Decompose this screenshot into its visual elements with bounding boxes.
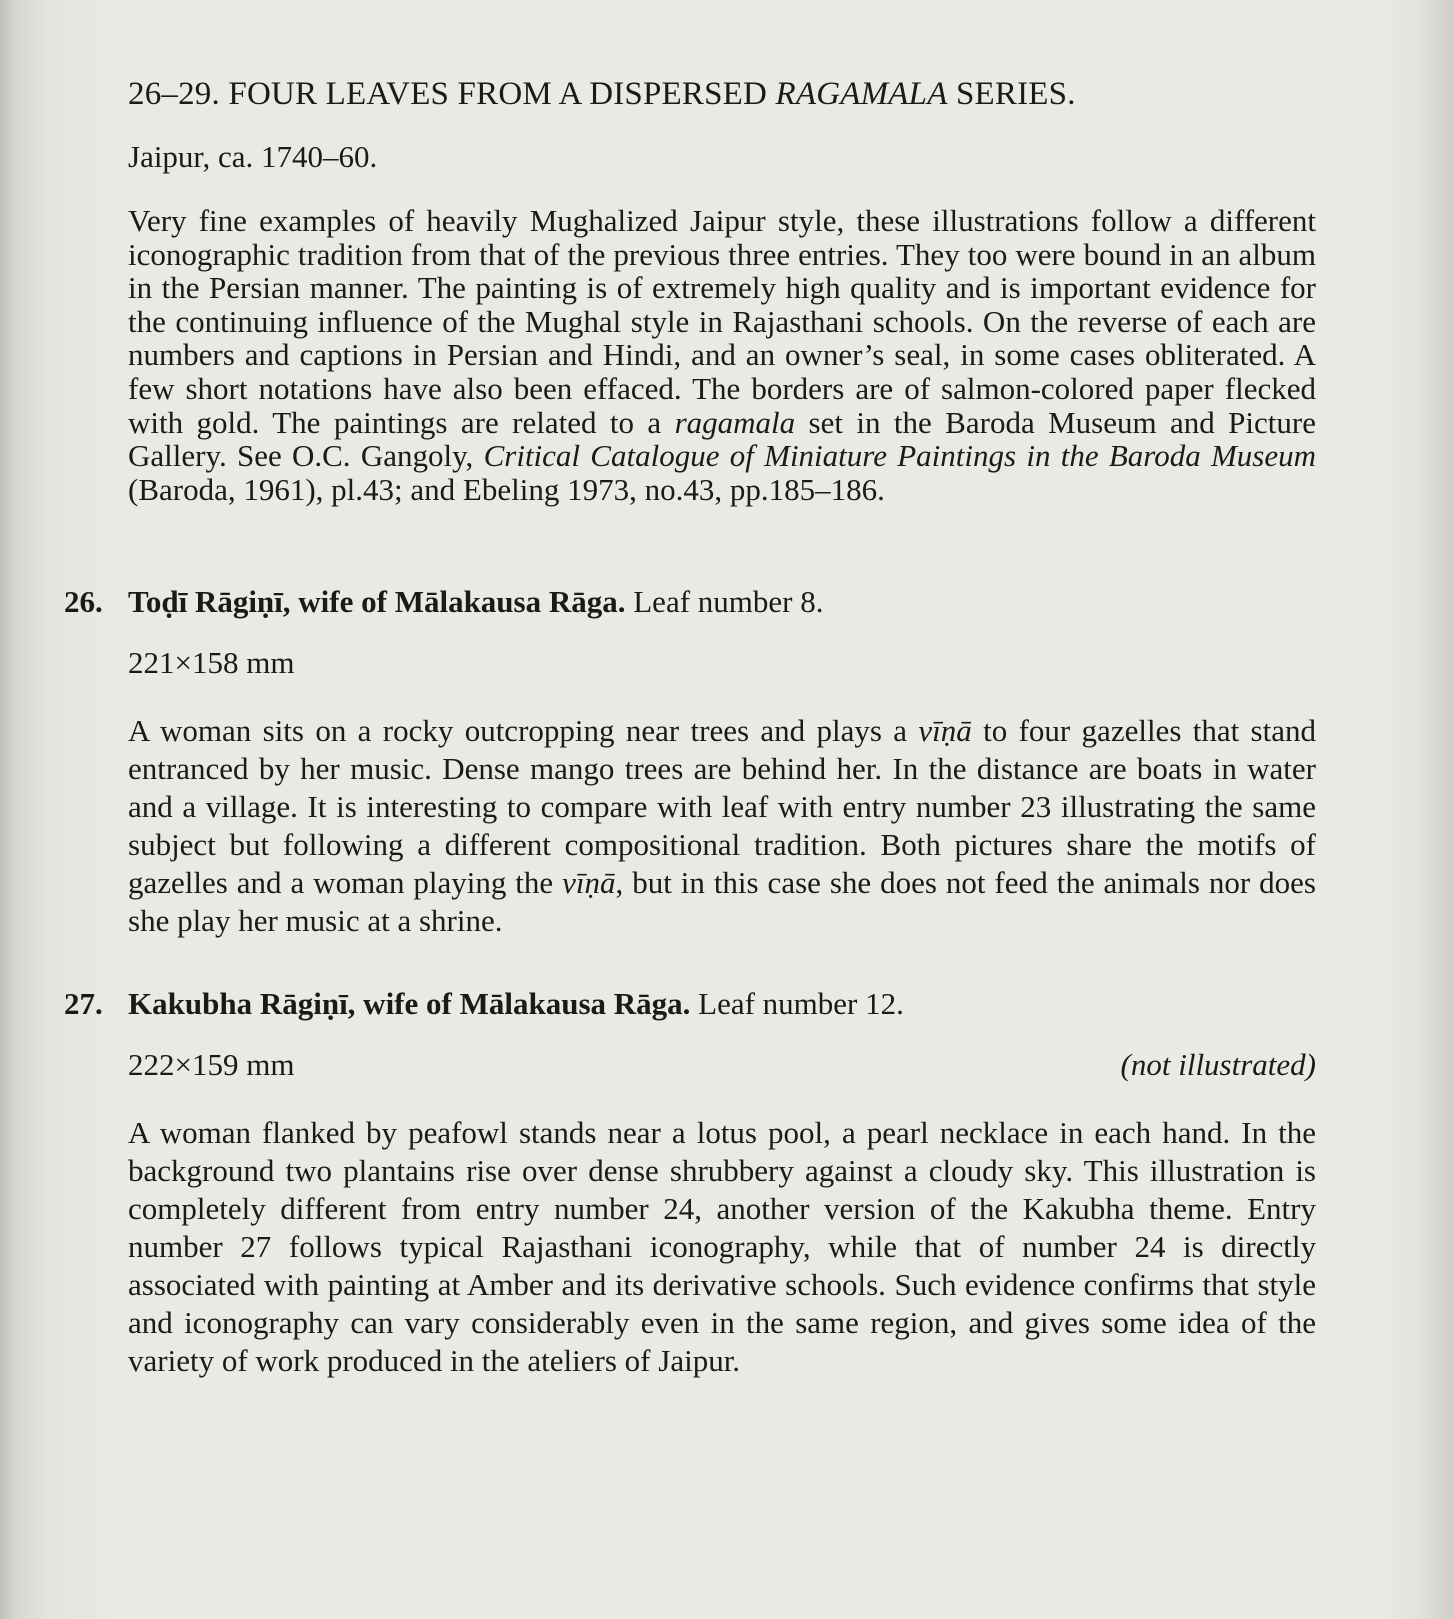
entry-leaf: Leaf number 12. [690, 986, 904, 1021]
desc-text-b: to four gazelles that stand entranced by her music. Dense mango trees are behind her. In the distance are boats in water and a village. It is interesting to compare with leaf with entry number 23 illustrating the same subject but following a different compositional tradition. Both pictures share the motifs of gazelles and a woman playing the [128, 713, 1316, 900]
entry-description [128, 712, 1316, 940]
intro-italic-1: ragamala [674, 404, 796, 440]
entry-name: Kakubha Rāgiṇī, wife of Mālakausa Rāga. [128, 986, 691, 1021]
entry-name: Toḍī Rāgiṇī, wife of Mālakausa Rāga. [128, 584, 626, 619]
section-subheading: Jaipur, ca. 1740–60. [128, 139, 378, 174]
entry-title [64, 584, 1324, 620]
intro-paragraph [128, 204, 1316, 506]
entry-number: 27. [64, 986, 103, 1021]
not-illustrated-note: (not illustrated) [1120, 1047, 1316, 1082]
intro-italic-2: Critical Catalogue of Miniature Paintings in the Baroda Museum [483, 438, 1316, 474]
entry-leaf: Leaf number 8. [625, 584, 824, 619]
entry-description [128, 1114, 1316, 1380]
entry-dimensions-row [128, 1047, 1316, 1083]
entry-dimensions: 222×159 mm [128, 1047, 295, 1082]
desc-text-a: A woman sits on a rocky outcropping near trees and plays a [128, 713, 919, 748]
entry-number: 26. [64, 584, 103, 619]
desc-text-a: A woman flanked by peafowl stands near a lotus pool, a pearl necklace in each hand. In the background two plantains rise over dense shrubbery against a cloudy sky. This illustration is completely different from entry number 24, another version of the Kakubha theme. Entry number 27 follows typical Rajasthani iconography, while that of number 24 is directly associated with painting at Amber and its derivative schools. Such evidence confirms that style and iconography can vary considerably even in the same region, and gives some idea of the variety of work produced in the ateliers of Jaipur. [128, 1115, 1316, 1378]
desc-italic-b: vīṇā [562, 865, 616, 900]
heading-italic: RAGAMALA [775, 76, 948, 112]
section-heading [128, 76, 1316, 113]
entry-title [64, 986, 1324, 1022]
heading-prefix: 26–29. FOUR LEAVES FROM A DISPERSED [128, 76, 776, 112]
desc-text-c: , but in this case she does not feed the animals nor does she play her music at a shrine. [128, 865, 1316, 938]
heading-suffix: SERIES. [947, 76, 1076, 112]
intro-text-2: set in the Baroda Museum and Picture Gallery. See O.C. Gangoly, [128, 404, 1316, 474]
intro-text-1: Very fine examples of heavily Mughalized Jaipur style, these illustrations follow a different iconographic tradition from that of the previous three entries. They too were bound in an album in the Persian manner. The painting is of extremely high quality and is important evidence for the continuing influence of the Mughal style in Rajasthani schools. On the reverse of each are numbers and captions in Persian and Hindi, and an owner’s seal, in some cases obliterated. A few short notations have also been effaced. The borders are of salmon-colored paper flecked with gold. The paintings are related to a [128, 203, 1316, 440]
desc-italic-a: vīṇā [918, 713, 972, 748]
entry-dimensions: 221×158 mm [128, 645, 295, 680]
intro-text-3: (Baroda, 1961), pl.43; and Ebeling 1973, no.43, pp.185–186. [128, 471, 885, 507]
